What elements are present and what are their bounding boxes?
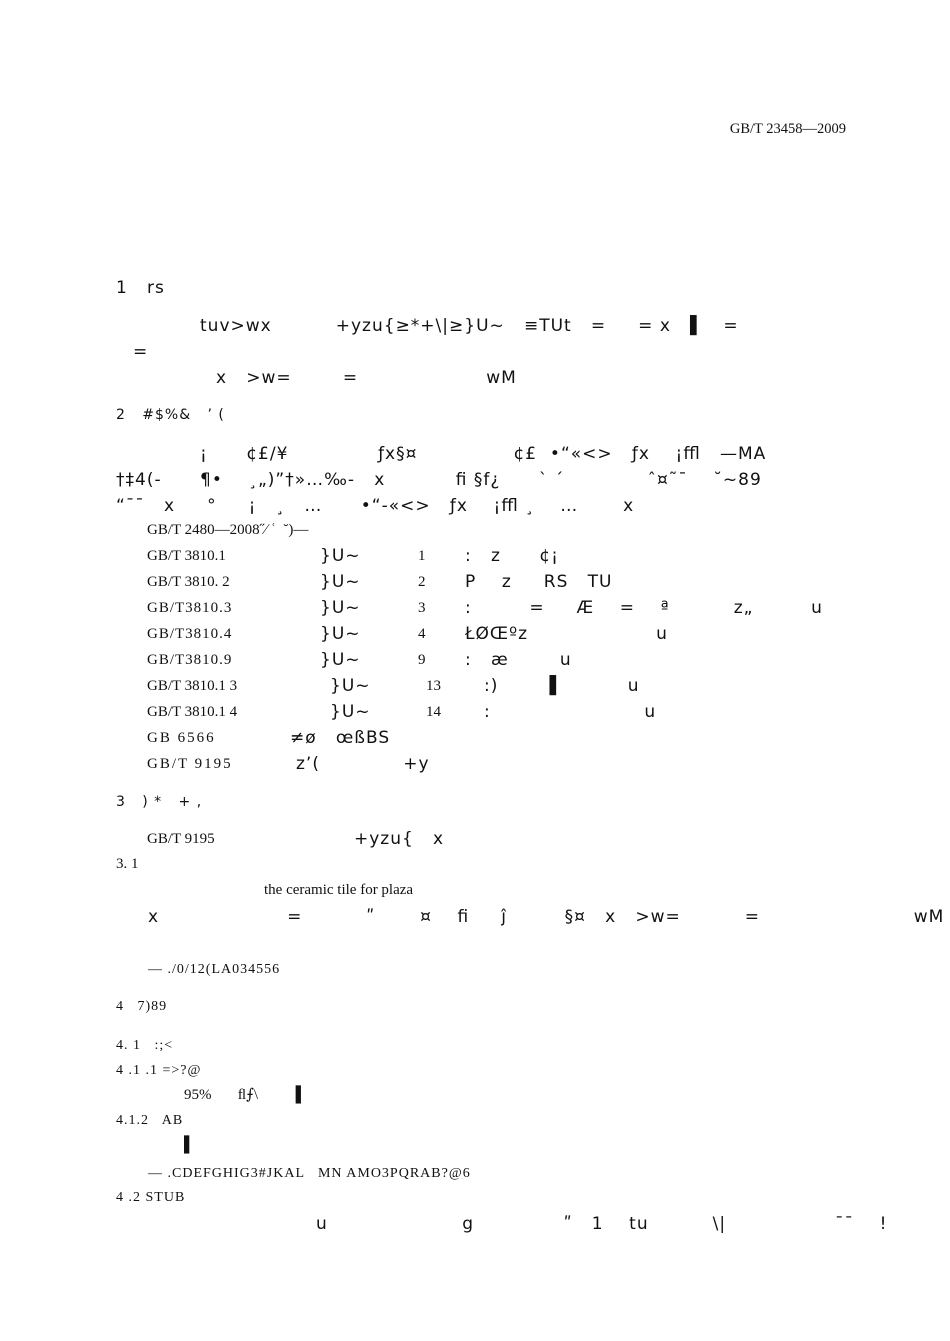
reference-title: P z RS TU xyxy=(465,572,613,592)
reference-title: : æ u xyxy=(465,650,572,670)
reference-title: ŁØŒºz u xyxy=(465,624,668,644)
clause-4-1-1-body: 95% ﬂ⨍\ ▌ xyxy=(184,1087,307,1103)
reference-name: }U~ xyxy=(320,546,361,566)
reference-part-number: 3 xyxy=(418,600,426,616)
reference-part-number: 2 xyxy=(418,574,426,590)
reference-code: GB/T3810.9 xyxy=(147,652,233,668)
section-3-intro-text: +yzu{ x xyxy=(354,829,445,849)
standard-number: GB/T 23458—2009 xyxy=(729,121,846,137)
reference-part-number: 14 xyxy=(426,704,441,720)
reference-title: : = Æ = ª z„ u xyxy=(465,598,823,618)
section-1-paragraph-line-1: tuv>wx +yzu{≥*+\|≥}U~ ≡TUt = = x ▌ = xyxy=(200,316,739,336)
reference-name: }U~ xyxy=(330,676,371,696)
reference-code: GB/T 9195 xyxy=(147,756,233,772)
reference-code: GB/T 3810.1 4 xyxy=(147,704,238,720)
reference-code: GB/T3810.3 xyxy=(147,600,233,616)
term-english-name: the ceramic tile for plaza xyxy=(264,882,414,898)
reference-name: }U~ xyxy=(320,572,361,592)
reference-part-number: 9 xyxy=(418,652,426,668)
clause-4-2-body: u g ʺ 1 tu \| ˉˉ ! xyxy=(316,1214,888,1234)
reference-name: }U~ xyxy=(320,624,361,644)
reference-part-number: 13 xyxy=(426,678,441,694)
section-2-paragraph-line-2: †‡4(- ¶• ¸„)”†»…‰- x ﬁ §f¿ ˋ ˊ ˆ¤˜¯ ˘~89 xyxy=(116,470,762,490)
reference-code: GB/T 3810. 2 xyxy=(147,574,230,590)
note-2: — .CDEFGHIG3#JKAL MN AMO3PQRAB?@6 xyxy=(148,1166,471,1181)
clause-4-1-2-heading: 4.1.2 AB xyxy=(116,1113,184,1128)
reference-name: }U~ xyxy=(320,650,361,670)
section-4-heading: 4 7)89 xyxy=(116,999,168,1014)
reference-name: }U~ xyxy=(320,598,361,618)
reference-title: : u xyxy=(484,702,657,722)
reference-code: GB/T 3810.1 xyxy=(147,548,226,564)
section-2-paragraph-line-3: “ˉˉ x ° ¡ ¸ … •“-«<> ƒx ¡ﬄ ¸ … x xyxy=(116,496,635,516)
section-3-heading: 3 ) * + , xyxy=(116,794,203,810)
clause-4-1-heading: 4. 1 :;< xyxy=(116,1038,174,1053)
term-definition: x = ʺ ¤ ﬁ ĵ §¤ x >w= = wM xyxy=(148,907,945,927)
reference-code: GB/T 2480—2008˝∕ ʿ ˘)— xyxy=(147,522,309,538)
note-1: — ./0/12(LA034556 xyxy=(148,962,281,977)
reference-code: GB 6566 xyxy=(147,730,216,746)
reference-name: }U~ xyxy=(330,702,371,722)
reference-code: GB/T3810.4 xyxy=(147,626,233,642)
reference-title: :) ▌ u xyxy=(484,676,640,696)
reference-part-number: 4 xyxy=(418,626,426,642)
section-2-paragraph-line-1: ¡ ¢£∕¥ ƒx§¤ ¢£ •“«<> ƒx ¡ﬄ —MA xyxy=(200,444,767,464)
clause-4-2-heading: 4 .2 STUB xyxy=(116,1190,186,1205)
section-1-heading: 1 rs xyxy=(116,278,165,298)
section-3-intro-code: GB/T 9195 xyxy=(147,831,215,847)
section-2-heading: 2 #$%& ’ ( xyxy=(116,407,225,423)
reference-title: : z ¢¡ xyxy=(465,546,559,566)
clause-3-1-number: 3. 1 xyxy=(116,856,139,872)
reference-code: GB/T 3810.1 3 xyxy=(147,678,238,694)
reference-part-number: 1 xyxy=(418,548,426,564)
reference-name: zʼ( +y xyxy=(296,754,430,774)
section-1-paragraph-line-2: = xyxy=(133,342,149,362)
clause-4-1-1-heading: 4 .1 .1 =>?@ xyxy=(116,1063,202,1078)
reference-name: ≠ø œßBS xyxy=(290,728,391,748)
section-1-paragraph-2: x >w= = wM xyxy=(216,368,517,388)
clause-4-1-2-body: ▌ xyxy=(184,1137,195,1153)
